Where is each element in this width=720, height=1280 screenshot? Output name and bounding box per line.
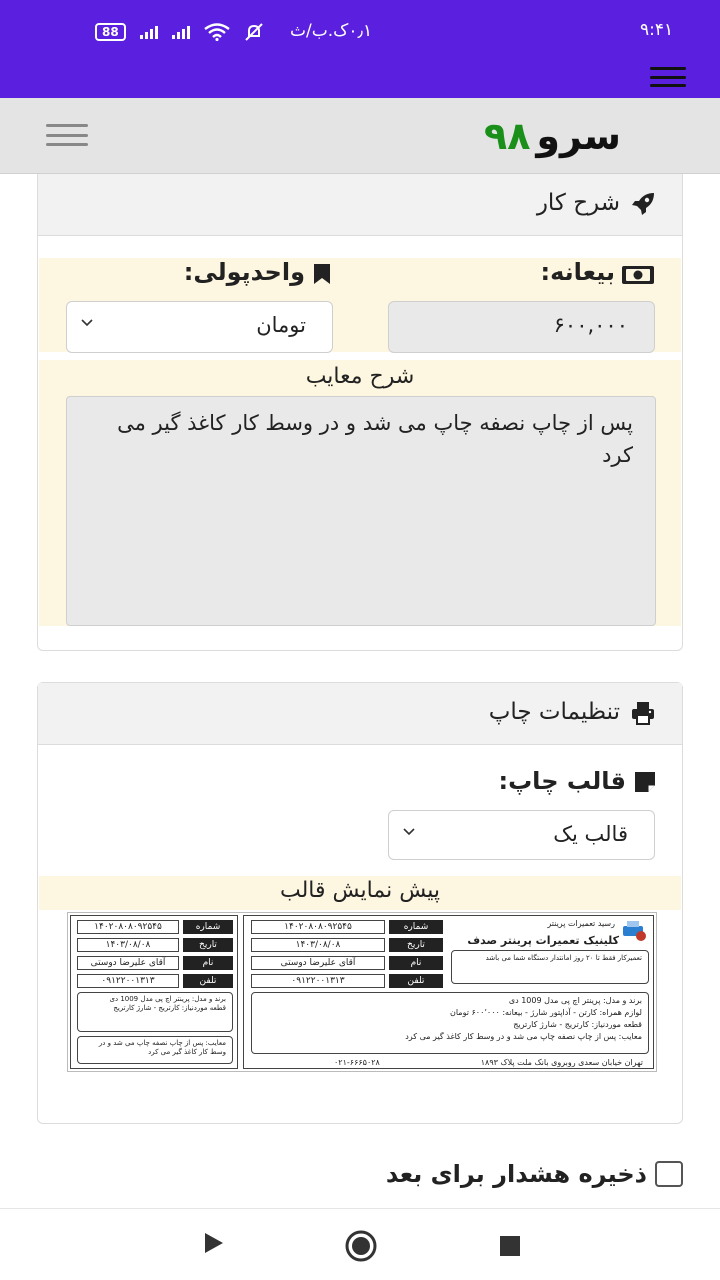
stub-number-value: ۱۴۰۲۰۸۰۸۰۹۲۵۴۵	[77, 920, 179, 934]
wifi-icon	[204, 23, 230, 41]
receipt-details	[251, 992, 649, 1054]
brand-logo[interactable]	[484, 114, 621, 158]
top-toolbar	[0, 56, 720, 98]
job-description-card	[37, 174, 683, 651]
template-preview[interactable]	[67, 912, 657, 1072]
currency-value: تومان	[256, 313, 306, 337]
printer-icon	[630, 700, 656, 726]
recents-icon[interactable]	[499, 1235, 521, 1257]
phone-value: ۰۹۱۲۲۰۰۱۳۱۳	[251, 974, 385, 988]
system-nav-bar	[0, 1208, 720, 1280]
home-icon[interactable]	[344, 1229, 378, 1263]
stub-number-label: شماره	[183, 920, 233, 934]
defects-line: معایب: پس از چاپ نصفه چاپ می شد و در وسط کار کاغذ گیر می کرد	[405, 1032, 642, 1041]
template-value: قالب یک	[553, 822, 628, 846]
brand-word: سرو	[536, 114, 622, 158]
print-settings-card	[37, 682, 683, 1124]
card-header	[38, 683, 682, 745]
signal-icon	[140, 25, 158, 39]
receipt-header-big: کلینیک تعمیرات پرینتر صدف	[467, 934, 619, 947]
stub-name-value: آقای علیرضا دوستی	[77, 956, 179, 970]
status-time: ۹:۴۱	[640, 20, 674, 40]
name-label: نام	[389, 956, 443, 970]
phone-label: تلفن	[389, 974, 443, 988]
signal-icon-2	[172, 25, 190, 39]
save-warning-row[interactable]	[386, 1160, 683, 1188]
stub-parts-line: قطعه موردنیاز: کارتریج - شارژ کارتریج	[113, 1004, 226, 1012]
card-title: تنظیمات چاپ	[488, 699, 620, 725]
footer-address: تهران خیابان سعدی روبروی بانک ملت پلاک ۱۸۹۳	[480, 1058, 643, 1067]
currency-label: واحدپولی:	[183, 258, 305, 286]
accessories-line: لوازم همراه: کارتن - آداپتور شارژ - بیعانه: ۶۰۰٬۰۰۰ تومان	[449, 1008, 642, 1017]
status-icons	[95, 22, 264, 42]
chevron-down-icon	[81, 316, 93, 328]
money-icon	[621, 264, 655, 286]
currency-select[interactable]	[66, 301, 333, 353]
template-label: قالب چاپ:	[498, 767, 626, 795]
back-icon[interactable]	[203, 1231, 225, 1255]
template-select[interactable]	[388, 810, 655, 860]
number-label: شماره	[389, 920, 443, 934]
battery-icon: 88	[95, 23, 126, 41]
preview-label-row	[39, 876, 681, 910]
receipt-slip	[243, 915, 654, 1069]
carrier-text: ۰٫۱ک.ب/ث	[290, 21, 373, 41]
stub-details	[77, 992, 233, 1032]
receipt-header-small: رسید تعمیرات پرینتر	[547, 919, 615, 928]
menu-icon[interactable]	[650, 67, 686, 87]
save-warning-checkbox[interactable]	[655, 1161, 683, 1187]
date-value: ۱۴۰۳/۰۸/۰۸	[251, 938, 385, 952]
stub-model-line: برند و مدل: پرینتر اچ پی مدل 1009 دی	[109, 995, 226, 1003]
rocket-icon	[630, 191, 656, 217]
deposit-value: ۶۰۰,۰۰۰	[553, 313, 628, 337]
mute-bell-icon	[244, 22, 264, 42]
save-warning-label: ذخیره هشدار برای بعد	[385, 1160, 647, 1188]
receipt-notice: تعمیرکار فقط تا ۲۰ روز امانتدار دستگاه شما می باشد	[451, 950, 649, 984]
template-icon	[634, 771, 656, 793]
stub-phone-value: ۰۹۱۲۲۰۰۱۳۱۳	[77, 974, 179, 988]
defects-textarea[interactable]: پس از چاپ نصفه چاپ می شد و در وسط کار کاغذ گیر می کرد	[66, 396, 656, 626]
deposit-label: بیعانه:	[540, 258, 615, 286]
deposit-input[interactable]	[388, 301, 655, 353]
parts-line: قطعه موردنیاز: کارتریج - شارژ کارتریج	[513, 1020, 642, 1029]
footer-phone: ۰۲۱-۶۶۶۵۰۲۸	[334, 1058, 380, 1067]
nav-menu-icon[interactable]	[46, 124, 88, 146]
card-header	[38, 174, 682, 236]
stub-defects: معایب: پس از چاپ نصفه چاپ می شد و در وسط کار کاغذ گیر می کرد	[77, 1036, 233, 1064]
chevron-down-icon	[403, 825, 415, 837]
printer-logo-icon	[621, 918, 647, 942]
preview-label: پیش نمایش قالب	[279, 878, 441, 903]
model-line: برند و مدل: پرینتر اچ پی مدل 1009 دی	[508, 996, 642, 1005]
stub-date-label: تاریخ	[183, 938, 233, 952]
stub-name-label: نام	[183, 956, 233, 970]
receipt-stub	[70, 915, 238, 1069]
status-bar	[0, 0, 720, 56]
stub-phone-label: تلفن	[183, 974, 233, 988]
app-header	[0, 98, 720, 174]
brand-number: ۹۸	[484, 114, 531, 158]
bookmark-icon	[313, 263, 331, 285]
stub-date-value: ۱۴۰۳/۰۸/۰۸	[77, 938, 179, 952]
date-label: تاریخ	[389, 938, 443, 952]
name-value: آقای علیرضا دوستی	[251, 956, 385, 970]
card-title: شرح کار	[536, 190, 620, 216]
number-value: ۱۴۰۲۰۸۰۸۰۹۲۵۴۵	[251, 920, 385, 934]
defects-label: شرح معایب	[305, 364, 415, 389]
